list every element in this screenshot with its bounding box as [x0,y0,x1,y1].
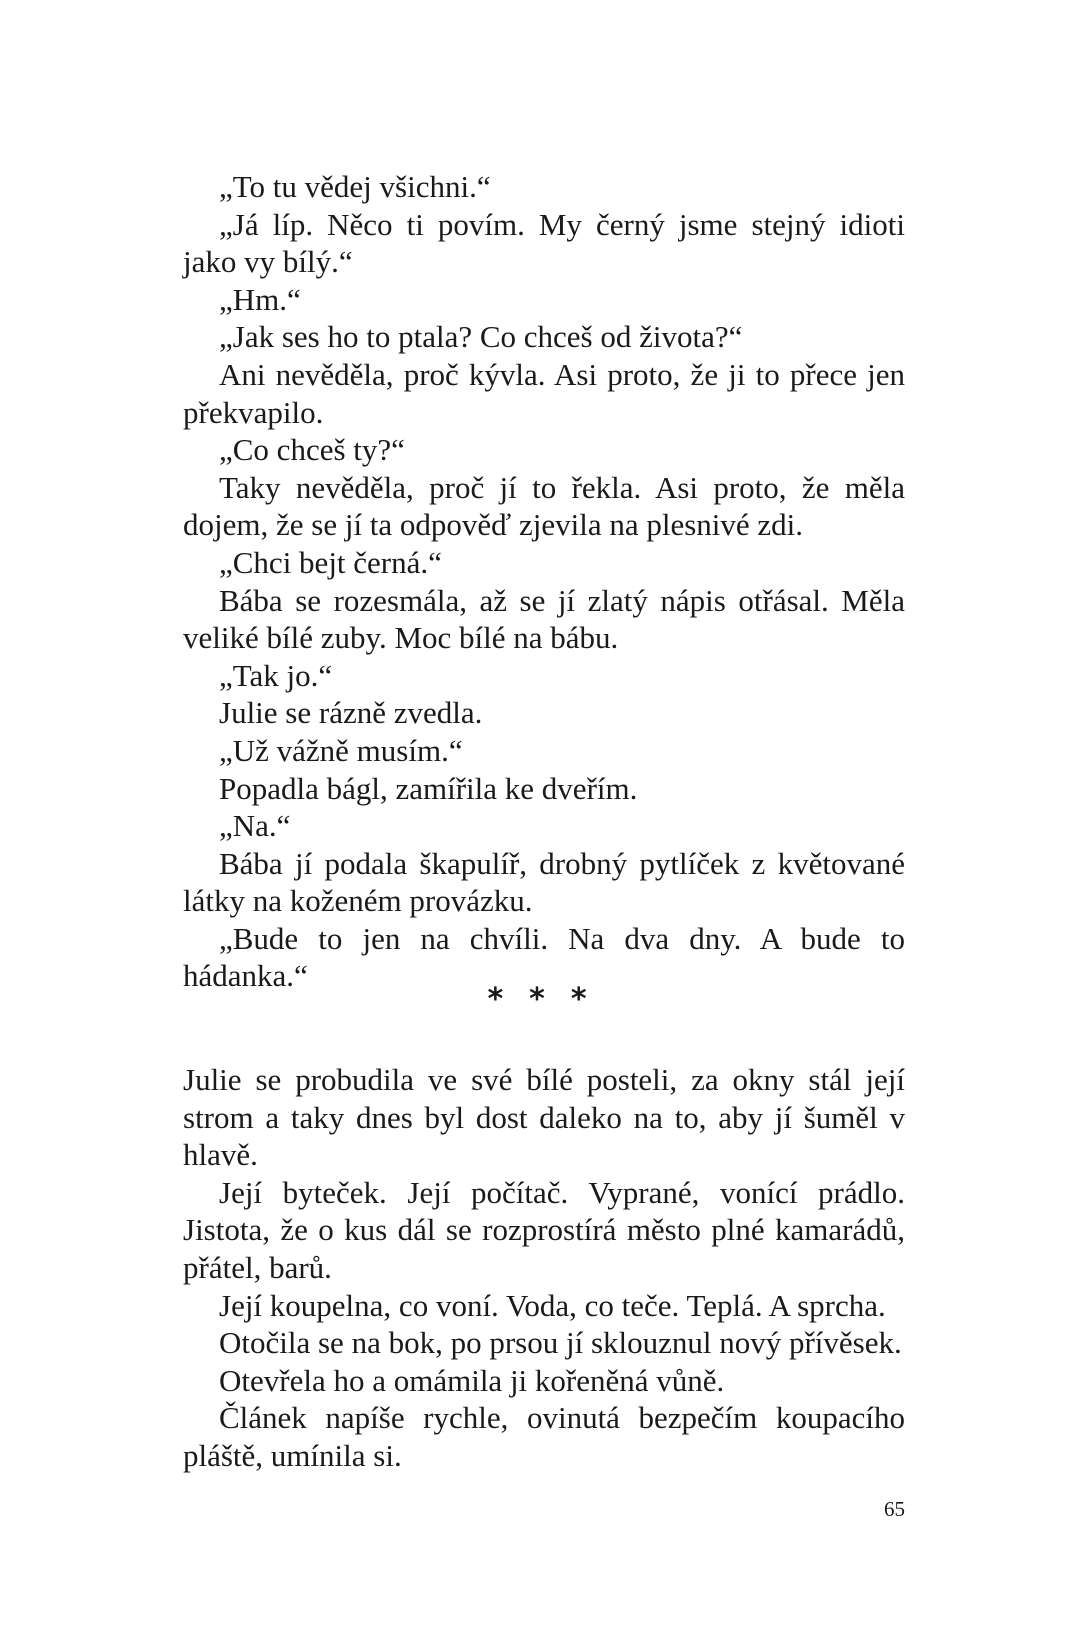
paragraph: „Já líp. Něco ti povím. My černý jsme stejný idioti jako vy bílý.“ [183,206,905,280]
paragraph: Její koupelna, co voní. Voda, co teče. Teplá. A sprcha. [219,1287,886,1323]
paragraph: „Chci bejt černá.“ [219,544,442,580]
paragraph: „Tak jo.“ [219,657,333,693]
paragraph: Bába se rozesmála, až se jí zlatý nápis otřásal. Měla veliké bílé zuby. Moc bílé na bábu. [183,582,905,656]
paragraph: Ani nevěděla, proč kývla. Asi proto, že ji to přece jen překvapilo. [183,356,905,430]
asterisk-icon: * [487,982,518,1017]
paragraph: Julie se probudila ve své bílé posteli, za okny stál její strom a taky dnes byl dost daleko na to, aby jí šuměl v hlavě. [183,1062,905,1173]
text-section-two [183,1061,905,1475]
paragraph: Bába jí podala škapulíř, drobný pytlíček z květované látky na koženém provázku. [183,845,905,919]
paragraph: „Hm.“ [219,281,301,317]
section-separator [183,982,905,1017]
paragraph: Popadla bágl, zamířila ke dveřím. [219,770,638,806]
paragraph: „Jak ses ho to ptala? Co chceš od života?“ [219,319,743,355]
paragraph: Otočila se na bok, po prsou jí sklouznul nový přívěsek. [219,1325,902,1361]
paragraph: „Co chceš ty?“ [219,432,405,468]
paragraph: Taky nevěděla, proč jí to řekla. Asi proto, že měla dojem, že se jí ta odpověď zjevila na plesnivé zdi. [183,469,905,543]
paragraph: Její byteček. Její počítač. Vyprané, vonící prádlo. Jistota, že o kus dál se rozprostírá město plné kamarádů, přátel, barů. [183,1174,905,1285]
asterisk-icon: * [529,982,559,1017]
text-section-one [183,168,905,995]
paragraph: „To tu vědej všichni.“ [219,169,491,204]
paragraph: Julie se rázně zvedla. [219,695,483,731]
paragraph: „Už vážně musím.“ [219,732,463,768]
paragraph: „Bude to jen na chvíli. Na dva dny. A bude to hádanka.“ [183,920,905,994]
paragraph: Otevřela ho a omámila ji kořeněná vůně. [219,1362,725,1398]
paragraph: „Na.“ [219,808,291,844]
asterisk-icon: * [570,982,601,1017]
page-number: 65 [884,1497,905,1521]
paragraph: Článek napíše rychle, ovinutá bezpečím koupacího pláště, umínila si. [183,1400,905,1473]
